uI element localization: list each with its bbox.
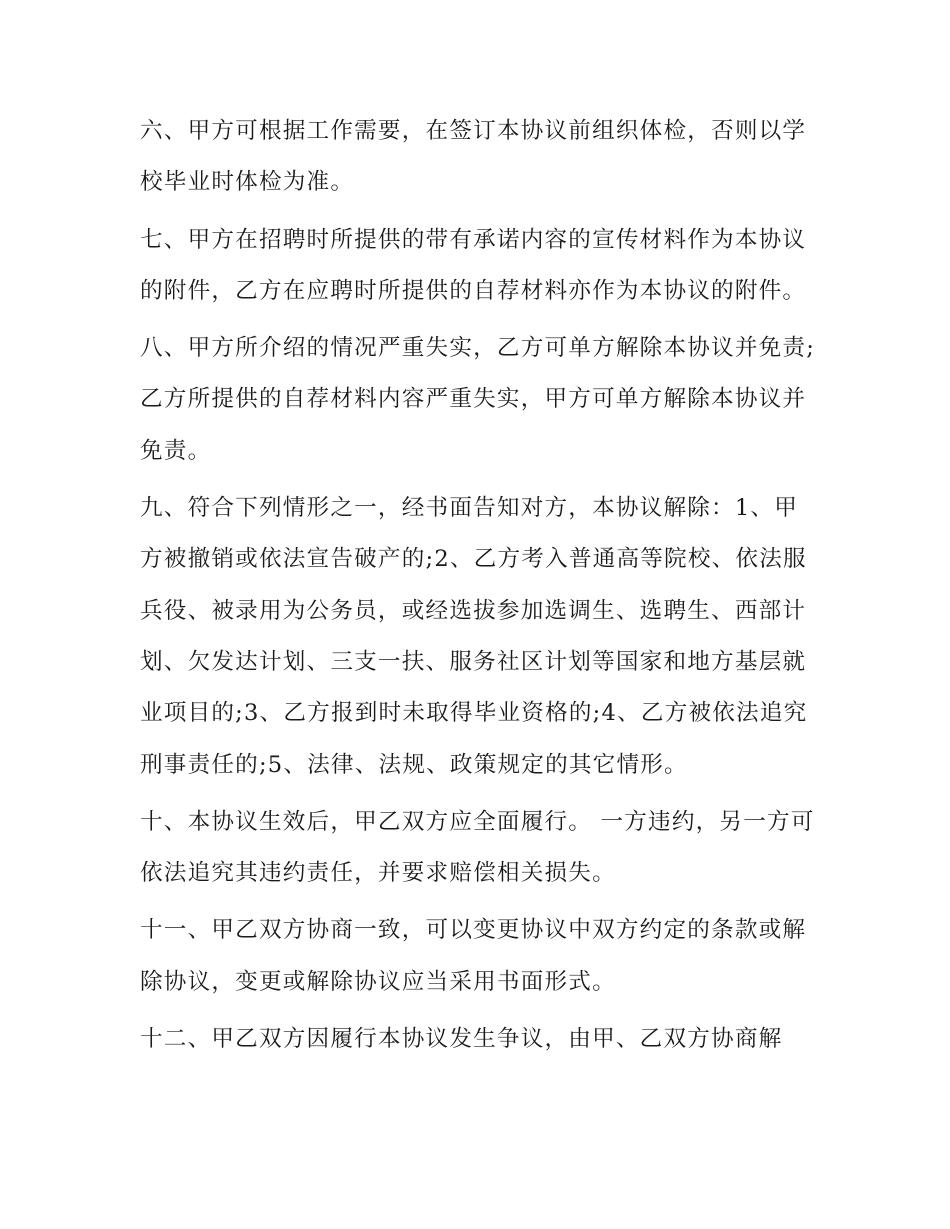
clause-10: 十、本协议生效后，甲乙双方应全面履行。 一方违约，另一方可依法追究其违约责任，并要求赔偿相关损失。: [140, 808, 815, 887]
clause-12: 十二、甲乙双方因履行本协议发生争议，由甲、乙双方协商解: [140, 1026, 783, 1053]
clause-11: 十一、甲乙双方协商一致，可以变更协议中双方约定的条款或解除协议，变更或解除协议应当采用书面形式。: [140, 917, 807, 995]
clause-6: 六、甲方可根据工作需要，在签订本协议前组织体检，否则以学校毕业时体检为准。: [140, 118, 807, 196]
clause-7: 七、甲方在招聘时所提供的带有承诺内容的宣传材料作为本协议的附件，乙方在应聘时所提供的自荐材料亦作为本协议的附件。: [140, 226, 807, 304]
clause-9: 九、符合下列情形之一，经书面告知对方，本协议解除：1、甲方被撤销或依法宣告破产的;2、乙方考入普通高等院校、依法服兵役、被录用为公务员，或经选拔参加选调生、选聘生、西部计划、欠发达计划、三支一扶、服务社区计划等国家和地方基层就业项目的;3、乙方报到时未取得毕业资格的;4、乙方被依法追究刑事责任的;5、法律、法规、政策规定的其它情形。: [140, 495, 808, 778]
document-body: [140, 106, 820, 1071]
clause-8: 八、甲方所介绍的情况严重失实，乙方可单方解除本协议并免责;乙方所提供的自荐材料内容严重失实，甲方可单方解除本协议并免责。: [140, 335, 816, 464]
